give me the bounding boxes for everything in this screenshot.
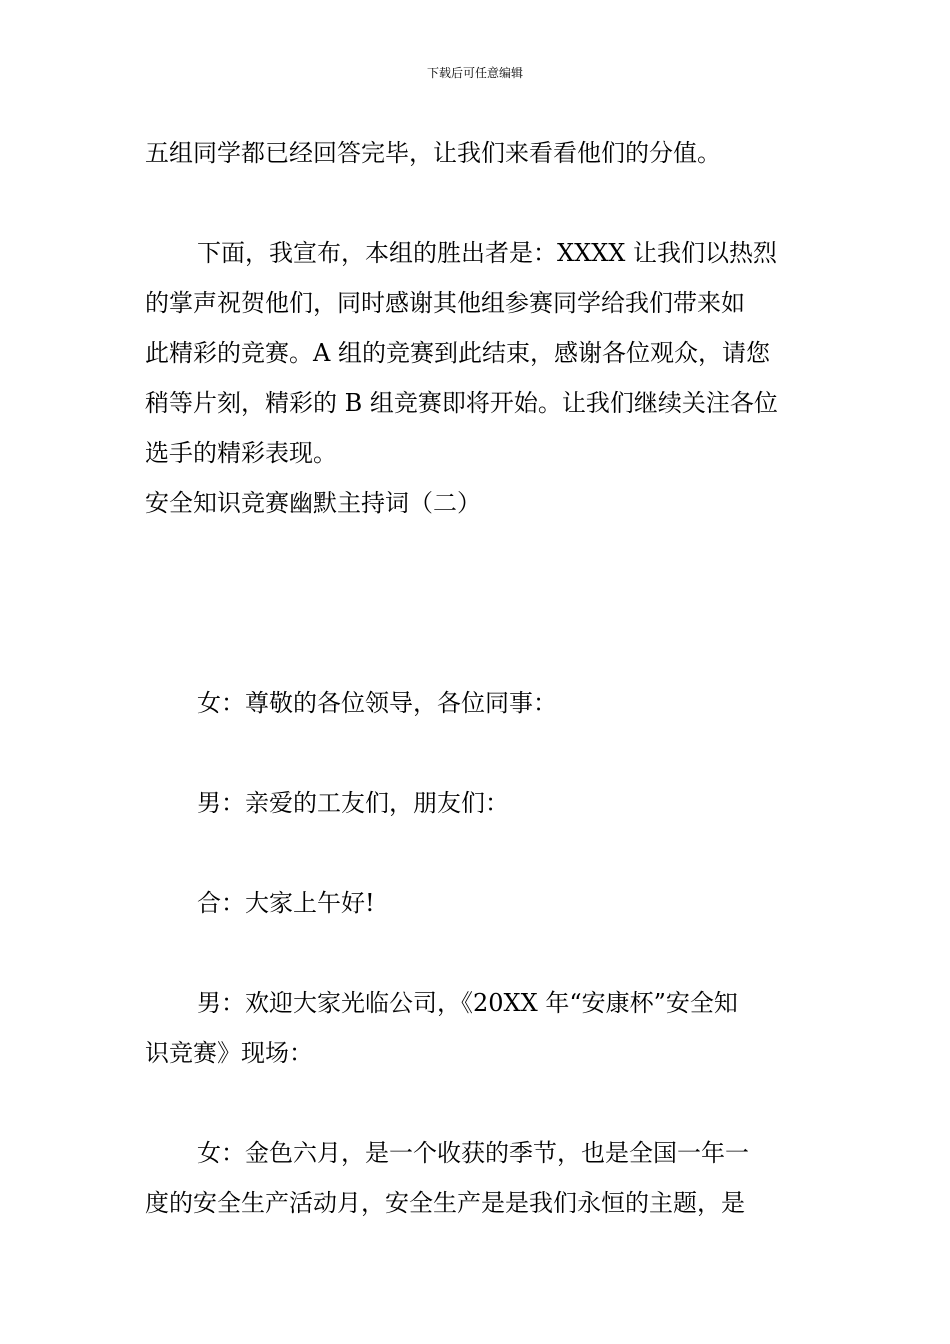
paragraph — [145, 678, 809, 728]
paragraph — [145, 978, 809, 1078]
text-line: 选手的精彩表现。 — [145, 439, 337, 467]
text-line: 合：大家上午好! — [197, 889, 375, 917]
text-line: 女：尊敬的各位领导，各位同事： — [197, 689, 557, 717]
text-line: 识竞赛》现场： — [145, 1039, 313, 1067]
text-line: 此精彩的竞赛。A 组的竞赛到此结束，感谢各位观众，请您 — [145, 339, 770, 367]
text-line: 男：欢迎大家光临公司，《20XX 年“安康杯”安全知 — [197, 989, 738, 1017]
text-line: 男：亲爱的工友们，朋友们： — [197, 789, 509, 817]
text-line: 的掌声祝贺他们，同时感谢其他组参赛同学给我们带来如 — [145, 289, 745, 317]
paragraph — [145, 228, 809, 478]
text-line: 五组同学都已经回答完毕，让我们来看看他们的分值。 — [145, 139, 721, 167]
section-title-text: 安全知识竞赛幽默主持词（二） — [145, 489, 481, 517]
text-line: 稍等片刻，精彩的 B 组竞赛即将开始。让我们继续关注各位 — [145, 389, 778, 417]
paragraph — [145, 878, 809, 928]
paragraph — [145, 778, 809, 828]
document-body — [145, 128, 809, 1228]
text-line: 度的安全生产活动月，安全生产是是我们永恒的主题，是 — [145, 1189, 745, 1217]
paragraph — [145, 1128, 809, 1228]
section-title — [145, 478, 809, 528]
paragraph — [145, 128, 809, 178]
text-line: 下面，我宣布，本组的胜出者是：XXXX 让我们以热烈 — [197, 239, 777, 267]
text-line: 女：金色六月，是一个收获的季节，也是全国一年一 — [197, 1139, 749, 1167]
page-header-note: 下载后可任意编辑 — [426, 66, 523, 80]
